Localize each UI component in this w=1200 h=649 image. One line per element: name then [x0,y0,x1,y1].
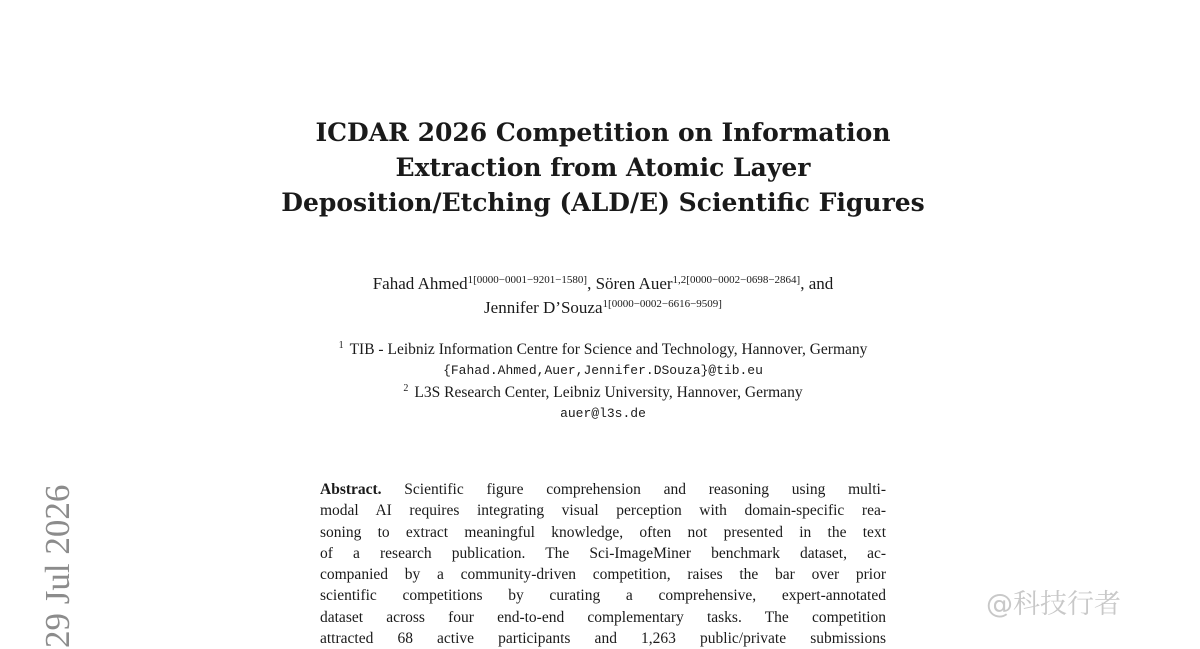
title-line: Deposition/Etching (ALD/E) Scientific Figures [281,188,925,217]
affiliation-2 [230,382,976,403]
abstract-line: attracted 68 active participants and 1,263 public/private submissions [320,630,886,648]
abstract-text: Scientific figure comprehension and reasoning using multi- [381,481,886,498]
abstract-line: companied by a community-driven competition, raises the bar over prior [320,566,886,584]
author-name: Fahad Ahmed [372,274,468,293]
affiliation-mark: 2 [403,383,409,394]
author-name: Sören Auer [595,274,673,293]
title-line: Extraction from Atomic Layer [395,153,811,182]
author-separator: , [587,274,596,293]
author-separator: , and [800,274,834,293]
abstract-line: of a research publication. The Sci-ImageMiner benchmark dataset, ac- [320,544,886,562]
abstract-line: scientific competitions by curating a comprehensive, expert-annotated [320,587,886,605]
abstract-line [320,479,886,500]
title-line: ICDAR 2026 Competition on Information [315,118,891,147]
author-orcid: 1[0000−0002−6616−9509] [602,298,722,310]
abstract-line: soning to extract meaningful knowledge, often not presented in the text [320,523,886,541]
abstract-line: modal AI requires integrating visual perception with domain-specific rea- [320,502,886,520]
watermark: @科技行者 [986,589,1121,620]
affiliation-2-email: auer@l3s.de [560,406,646,421]
abstract-line: dataset across four end-to-end complementary tasks. The competition [320,608,886,626]
affiliation-text: L3S Research Center, Leibniz University, Hannover, Germany [414,384,803,401]
paper-title [250,115,956,220]
affiliation-1-email: {Fahad.Ahmed,Auer,Jennifer.DSouza}@tib.eu [443,363,763,378]
author-list [230,272,976,320]
affiliation-mark: 1 [338,340,344,351]
affiliation-1 [230,339,976,360]
abstract [320,479,886,649]
author-orcid: 1[0000−0001−9201−1580] [467,274,588,286]
abstract-label: Abstract. [320,481,382,498]
affiliation-text: TIB - Leibniz Information Centre for Science and Technology, Hannover, Germany [349,341,868,358]
author-name: Jennifer D’Souza [484,298,603,317]
arxiv-date-stamp: 29 Jul 2026 [38,484,77,648]
author-orcid: 1,2[0000−0002−0698−2864] [672,274,801,286]
